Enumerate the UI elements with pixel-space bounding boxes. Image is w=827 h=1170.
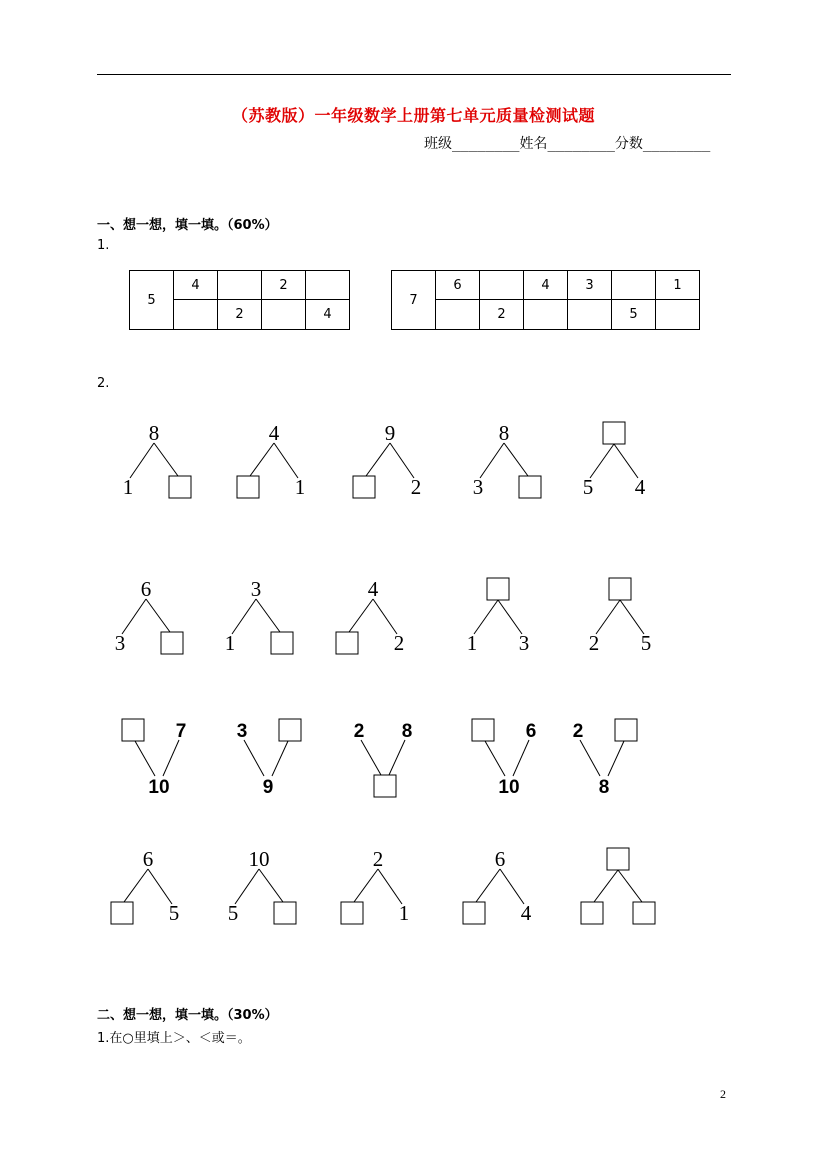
bond-line (354, 869, 378, 902)
bond-line (163, 740, 179, 776)
table1-cell: 2 (262, 271, 306, 300)
section2-heading: 二、想一想，填一填。（30%） (97, 1008, 278, 1023)
bond-line (513, 740, 529, 776)
bond-line (259, 869, 283, 902)
answer-box[interactable] (374, 775, 396, 797)
bond-number: 8 (401, 721, 413, 742)
bond-line (378, 869, 402, 904)
bond-number: 4 (634, 475, 646, 499)
bond-number: 8 (498, 421, 510, 445)
bond-line (504, 443, 528, 476)
bond-line (580, 740, 600, 776)
q2-label: 2. (97, 376, 110, 391)
bond-number: 10 (498, 777, 520, 798)
bond-line (235, 869, 259, 904)
table2-cell: 2 (480, 300, 524, 330)
table2-cell: 4 (524, 271, 568, 300)
bond-number: 1 (398, 901, 410, 925)
table1-cell: 2 (218, 300, 262, 330)
bond-line (590, 444, 614, 478)
bond-line (620, 600, 644, 634)
table2-cell: 5 (612, 300, 656, 330)
bond-number: 8 (598, 777, 610, 798)
bond-line (361, 740, 381, 775)
bond-number: 2 (410, 475, 422, 499)
page-number: 2 (720, 1087, 726, 1101)
bond-line (122, 599, 146, 634)
answer-box[interactable] (271, 632, 293, 654)
table2-cell: 6 (436, 271, 480, 300)
answer-box[interactable] (581, 902, 603, 924)
bond-number: 9 (384, 421, 396, 445)
bond-number: 7 (175, 721, 187, 742)
bond-number: 10 (148, 777, 170, 798)
bond-line (135, 741, 155, 776)
bond-number: 3 (114, 631, 126, 655)
answer-box[interactable] (487, 578, 509, 600)
bond-number: 1 (294, 475, 306, 499)
bond-number: 2 (393, 631, 405, 655)
bond-line (130, 443, 154, 478)
bond-number: 4 (367, 577, 379, 601)
name-blank[interactable]: ________ (547, 136, 615, 152)
bond-number: 4 (268, 421, 280, 445)
bond-number: 6 (525, 721, 537, 742)
bond-line (476, 869, 500, 902)
bond-number: 9 (262, 777, 274, 798)
bond-line (274, 443, 298, 478)
bond-line (250, 443, 274, 476)
bond-line (148, 869, 172, 904)
bond-number: 1 (466, 631, 478, 655)
bond-line (389, 740, 405, 775)
class-blank[interactable]: ________ (452, 136, 520, 152)
table1-cell: 4 (306, 300, 350, 330)
bond-number: 6 (140, 577, 152, 601)
bond-number: 2 (372, 847, 384, 871)
section2-q1: 1.在○里填上＞、＜或＝。 (97, 1031, 251, 1046)
bond-number: 3 (472, 475, 484, 499)
answer-box[interactable] (237, 476, 259, 498)
answer-box[interactable] (633, 902, 655, 924)
bond-line (146, 599, 170, 632)
bond-number: 2 (572, 721, 584, 742)
answer-box[interactable] (122, 719, 144, 741)
answer-box[interactable] (279, 719, 301, 741)
bond-number: 5 (227, 901, 239, 925)
answer-box[interactable] (274, 902, 296, 924)
bond-line (618, 870, 642, 902)
bond-number: 5 (640, 631, 652, 655)
answer-box[interactable] (341, 902, 363, 924)
bond-number: 5 (168, 901, 180, 925)
class-label: 班级 (424, 136, 452, 152)
bond-line (244, 740, 264, 776)
answer-box[interactable] (607, 848, 629, 870)
table1-cell: 4 (174, 271, 218, 300)
answer-box[interactable] (169, 476, 191, 498)
bond-line (500, 869, 524, 904)
bond-line (366, 443, 390, 476)
table2-cell: 3 (568, 271, 612, 300)
bond-line (594, 870, 618, 902)
q1-label: 1. (97, 238, 110, 253)
answer-box[interactable] (615, 719, 637, 741)
answer-box[interactable] (161, 632, 183, 654)
bond-number: 3 (518, 631, 530, 655)
bond-number: 6 (142, 847, 154, 871)
answer-box[interactable] (603, 422, 625, 444)
bond-number: 4 (520, 901, 532, 925)
bond-line (373, 599, 397, 634)
bond-number: 2 (353, 721, 365, 742)
bond-line (608, 741, 624, 776)
page-title: （苏教版）一年级数学上册第七单元质量检测试题 (231, 106, 595, 125)
bond-line (256, 599, 280, 632)
bond-line (124, 869, 148, 902)
bond-number: 2 (588, 631, 600, 655)
bond-line (485, 741, 505, 776)
bond-line (474, 600, 498, 634)
bond-number: 1 (224, 631, 236, 655)
answer-box[interactable] (463, 902, 485, 924)
score-blank[interactable]: ________ (642, 136, 711, 152)
bond-line (498, 600, 522, 634)
bond-line (480, 443, 504, 478)
bond-line (596, 600, 620, 634)
table1-total: 5 (130, 271, 174, 330)
bond-line (390, 443, 414, 478)
bond-number: 5 (582, 475, 594, 499)
bond-line (154, 443, 178, 476)
bond-number: 3 (236, 721, 248, 742)
section1-heading: 一、想一想，填一填。（60%） (97, 218, 278, 233)
table2-total: 7 (392, 271, 436, 330)
score-label: 分数 (614, 136, 643, 152)
answer-box[interactable] (519, 476, 541, 498)
bond-number: 8 (148, 421, 160, 445)
answer-box[interactable] (353, 476, 375, 498)
table2-cell: 1 (656, 271, 700, 300)
answer-box[interactable] (111, 902, 133, 924)
answer-box[interactable] (472, 719, 494, 741)
name-label: 姓名 (519, 136, 548, 152)
bond-line (349, 599, 373, 632)
answer-box[interactable] (336, 632, 358, 654)
bond-number: 1 (122, 475, 134, 499)
bond-line (614, 444, 638, 478)
answer-box[interactable] (609, 578, 631, 600)
bond-number: 10 (248, 847, 270, 871)
bond-line (272, 741, 288, 776)
bond-number: 6 (494, 847, 506, 871)
bond-line (232, 599, 256, 634)
bond-number: 3 (250, 577, 262, 601)
